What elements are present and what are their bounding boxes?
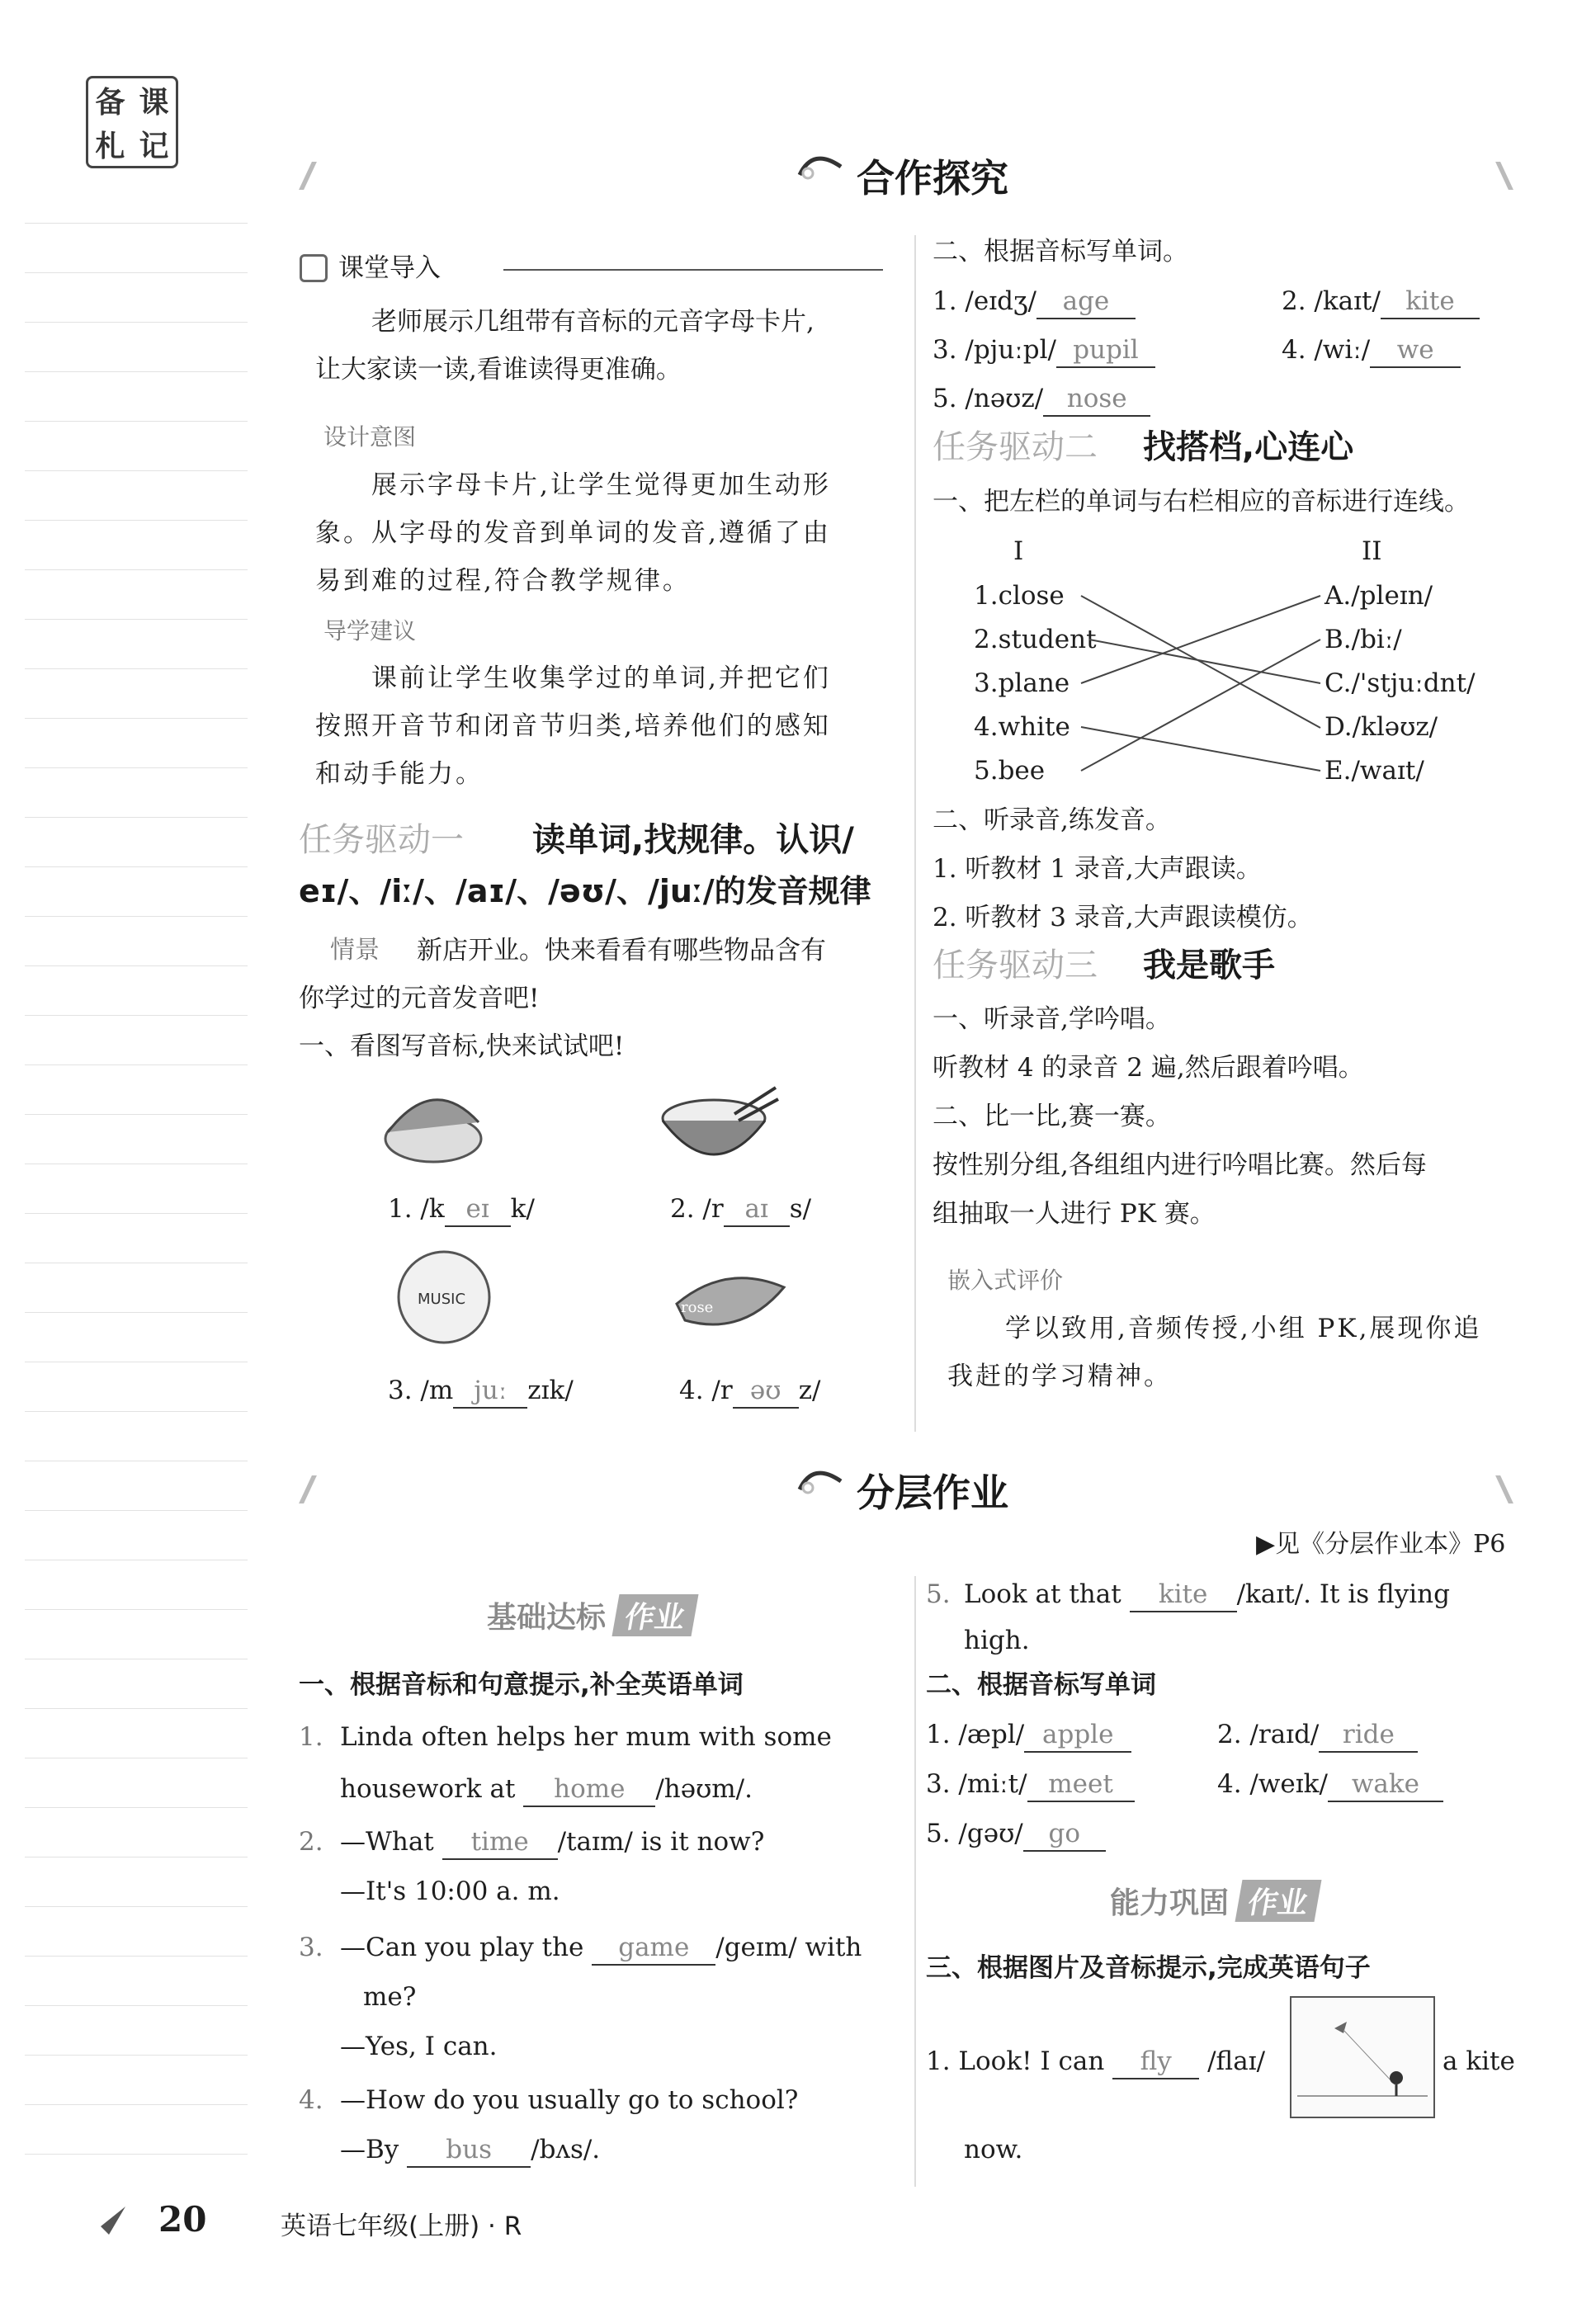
title-deco-left — [299, 162, 317, 190]
answer-blank[interactable]: go — [1023, 1817, 1106, 1852]
task3-line: 按性别分组,各组组内进行吟唱比赛。然后每 — [933, 1150, 1427, 1180]
guide-line: 课前让学生收集学过的单词,并把它们 — [371, 663, 831, 693]
answer-blank[interactable]: pupil — [1056, 333, 1155, 368]
q5-line1: Look at that kite /kaɪt/. It is flying — [964, 1578, 1450, 1612]
design-line: 象。从字母的发音到单词的发音,遵循了由 — [315, 518, 831, 548]
picture-item-3: 3. /m juː zɪk/ — [388, 1374, 574, 1409]
guide-line: 按照开音节和闭音节归类,培养他们的感知 — [315, 711, 831, 741]
scene-label: 情景 — [330, 936, 380, 965]
title-deco-left — [299, 1475, 317, 1503]
answer-blank[interactable]: eɪ — [445, 1192, 511, 1227]
lesson-notes-badge — [86, 76, 178, 168]
section-title-homework: 分层作业 — [857, 1470, 1008, 1515]
q3-line2: me? — [363, 1982, 417, 2012]
match-right-item[interactable]: E./waɪt/ — [1324, 756, 1424, 786]
intro-line: 老师展示几组带有音标的元音字母卡片, — [371, 307, 815, 337]
guide-line: 和动手能力。 — [315, 759, 484, 789]
answer-blank[interactable]: time — [442, 1825, 558, 1860]
task2-label: 任务驱动二 — [933, 428, 1098, 466]
hw2-item-5: 5. /gəʊ/ go — [926, 1817, 1106, 1852]
cake-image — [380, 1081, 487, 1172]
exercise-title: 一、看图写音标,快来试试吧! — [299, 1031, 625, 1061]
q3-line1: —Can you play the game /geɪm/ with — [340, 1931, 862, 1966]
picture-item-2: 2. /r aɪ s/ — [670, 1192, 811, 1227]
answer-blank[interactable]: we — [1370, 333, 1461, 368]
intro-icon — [300, 254, 328, 282]
match-left-item[interactable]: 5.bee — [974, 756, 1046, 786]
page-number: 20 — [158, 2199, 207, 2240]
answer-blank[interactable]: kite — [1130, 1578, 1237, 1612]
badge-char: 札 — [95, 130, 125, 163]
answer-blank[interactable]: ride — [1319, 1718, 1418, 1753]
q4-line1: —How do you usually go to school? — [340, 2085, 799, 2115]
task3-title: 我是歌手 — [1143, 946, 1275, 984]
hw2-item-2: 2. /raɪd/ ride — [1217, 1718, 1418, 1753]
hw3-tail: a kite — [1443, 2046, 1515, 2076]
q-number: 4. — [299, 2085, 323, 2115]
page-corner-icon — [76, 2202, 142, 2243]
answer-blank[interactable]: age — [1036, 285, 1136, 319]
answer-blank[interactable]: apple — [1024, 1718, 1131, 1753]
answer-blank[interactable]: game — [592, 1931, 715, 1966]
answer-blank[interactable]: wake — [1328, 1768, 1443, 1802]
kite-flying-image — [1289, 1995, 1436, 2119]
title-deco-right — [1495, 1475, 1513, 1503]
match-right-item[interactable]: C./'stjuːdnt/ — [1324, 668, 1476, 698]
design-line: 易到难的过程,符合教学规律。 — [315, 566, 691, 596]
q-number: 1. — [299, 1722, 323, 1752]
answer-blank[interactable]: home — [523, 1773, 655, 1807]
answer-blank[interactable]: aɪ — [724, 1192, 790, 1227]
hw3-item-1: 1. Look! I can fly /flaɪ/ — [926, 2045, 1265, 2079]
swirl-icon — [796, 1456, 844, 1498]
task1-label: 任务驱动一 — [299, 821, 464, 859]
answer-blank[interactable]: bus — [407, 2133, 531, 2168]
eval-line: 学以致用,音频传授,小组 PK,展现你追 — [1005, 1314, 1482, 1343]
task3-line: 组抽取一人进行 PK 赛。 — [933, 1199, 1216, 1229]
column-header-i: I — [1013, 536, 1024, 566]
rice-bowl-image — [656, 1081, 780, 1176]
basic-level-label: 基础达标 — [487, 1601, 607, 1635]
ability-level-label: 能力巩固 — [1110, 1886, 1230, 1920]
phonetic-item-1: 1. /eɪdʒ/ age — [933, 285, 1136, 319]
match-left-item[interactable]: 3.plane — [974, 668, 1070, 698]
task3-line: 听教材 4 的录音 2 遍,然后跟着吟唱。 — [933, 1053, 1364, 1083]
answer-blank[interactable]: fly — [1112, 2045, 1199, 2079]
column-divider — [914, 235, 916, 1432]
hw2-item-1: 1. /æpl/ apple — [926, 1718, 1131, 1753]
basic-level-pill — [487, 1594, 695, 1636]
phonetic-item-4: 4. /wiː/ we — [1282, 333, 1461, 368]
match-right-item[interactable]: B./biː/ — [1324, 625, 1402, 654]
q1-line1: Linda often helps her mum with some — [340, 1722, 832, 1752]
task3-line: 二、比一比,赛一赛。 — [933, 1102, 1171, 1131]
music-image-text: MUSIC — [418, 1291, 466, 1308]
task1-title: 读单词,找规律。认识/ — [532, 821, 854, 859]
answer-blank[interactable]: juː — [453, 1374, 527, 1409]
rose-image-text: rose — [681, 1299, 714, 1316]
picture-item-1: 1. /k eɪ k/ — [388, 1192, 535, 1227]
intro-line: 让大家读一读,看谁读得更准确。 — [315, 355, 682, 385]
q-number: 2. — [299, 1827, 323, 1857]
rose-image — [668, 1254, 792, 1345]
listen-title: 二、听录音,练发音。 — [933, 805, 1171, 835]
picture-item-4: 4. /r əʊ z/ — [679, 1374, 820, 1409]
swirl-icon — [796, 142, 844, 183]
q2-reply: —It's 10:00 a. m. — [340, 1876, 560, 1906]
answer-blank[interactable]: kite — [1381, 285, 1480, 319]
q5-line2: high. — [964, 1626, 1030, 1655]
phonetic-item-5: 5. /nəʊz/ nose — [933, 382, 1150, 417]
hw2-heading: 二、根据音标写单词 — [926, 1670, 1156, 1700]
q3-reply: —Yes, I can. — [340, 2032, 498, 2061]
answer-blank[interactable]: nose — [1043, 382, 1150, 417]
hw2-item-3: 3. /miːt/ meet — [926, 1768, 1135, 1802]
q4-line2: —By bus /bʌs/. — [340, 2133, 600, 2168]
title-deco-right — [1495, 162, 1513, 190]
q1-line2: housework at home /həʊm/. — [340, 1773, 753, 1807]
scene-line: 新店开业。快来看看有哪些物品含有 — [417, 936, 826, 965]
book-title: 英语七年级(上册) · R — [281, 2212, 522, 2241]
column-divider — [914, 1576, 916, 2187]
eval-line: 我赶的学习精神。 — [947, 1362, 1172, 1391]
match-left-item[interactable]: 2.student — [974, 625, 1097, 654]
phonetic-item-2: 2. /kaɪt/ kite — [1282, 285, 1480, 319]
matching-lines — [1073, 578, 1329, 792]
badge-char: 课 — [139, 86, 169, 120]
match-left-item[interactable]: 1.close — [974, 581, 1065, 611]
hw3-line2: now. — [964, 2135, 1023, 2164]
section-title-cooperation: 合作探究 — [857, 156, 1008, 201]
match-left-item[interactable]: 4.white — [974, 712, 1070, 742]
intro-rule — [503, 269, 883, 271]
task1-title-line2: eɪ/、/iː/、/aɪ/、/əʊ/、/juː/的发音规律 — [299, 873, 871, 909]
q-number: 5. — [926, 1579, 951, 1609]
hw1-heading: 一、根据音标和句意提示,补全英语单词 — [299, 1670, 744, 1700]
homework-tag: 作业 — [612, 1594, 699, 1636]
eval-label: 嵌入式评价 — [947, 1267, 1064, 1294]
q-number: 3. — [299, 1933, 323, 1962]
hw3-heading: 三、根据图片及音标提示,完成英语句子 — [926, 1953, 1371, 1983]
task3-line: 一、听录音,学吟唱。 — [933, 1004, 1171, 1034]
column-header-ii: II — [1362, 536, 1382, 566]
homework-book-ref[interactable]: ▶见《分层作业本》P6 — [1256, 1530, 1506, 1559]
badge-char: 备 — [95, 86, 125, 120]
match-right-item[interactable]: D./kləʊz/ — [1324, 712, 1438, 742]
ex2-title: 二、根据音标写单词。 — [933, 237, 1188, 267]
design-line: 展示字母卡片,让学生觉得更加生动形 — [371, 470, 831, 500]
task2-title: 找搭档,心连心 — [1143, 428, 1354, 466]
task2-instruction: 一、把左栏的单词与右栏相应的音标进行连线。 — [933, 487, 1470, 517]
task3-label: 任务驱动三 — [933, 946, 1098, 984]
listen-item: 2. 听教材 3 录音,大声跟读模仿。 — [933, 903, 1313, 932]
music-image — [388, 1246, 503, 1349]
phonetic-item-3: 3. /pjuːpl/ pupil — [933, 333, 1155, 368]
badge-char: 记 — [139, 130, 169, 163]
classroom-intro-label: 课堂导入 — [338, 253, 441, 283]
guide-label: 导学建议 — [323, 617, 417, 644]
design-intent-label: 设计意图 — [323, 423, 417, 451]
ability-level-pill — [1110, 1880, 1318, 1922]
q2-line1: —What time /taɪm/ is it now? — [340, 1825, 764, 1860]
listen-item: 1. 听教材 1 录音,大声跟读。 — [933, 854, 1262, 884]
homework-tag: 作业 — [1235, 1880, 1322, 1922]
scene-line: 你学过的元音发音吧! — [299, 984, 540, 1013]
hw2-item-4: 4. /weɪk/ wake — [1217, 1768, 1443, 1802]
answer-blank[interactable]: əʊ — [733, 1374, 799, 1409]
match-right-item[interactable]: A./pleɪn/ — [1324, 581, 1433, 611]
answer-blank[interactable]: meet — [1027, 1768, 1135, 1802]
